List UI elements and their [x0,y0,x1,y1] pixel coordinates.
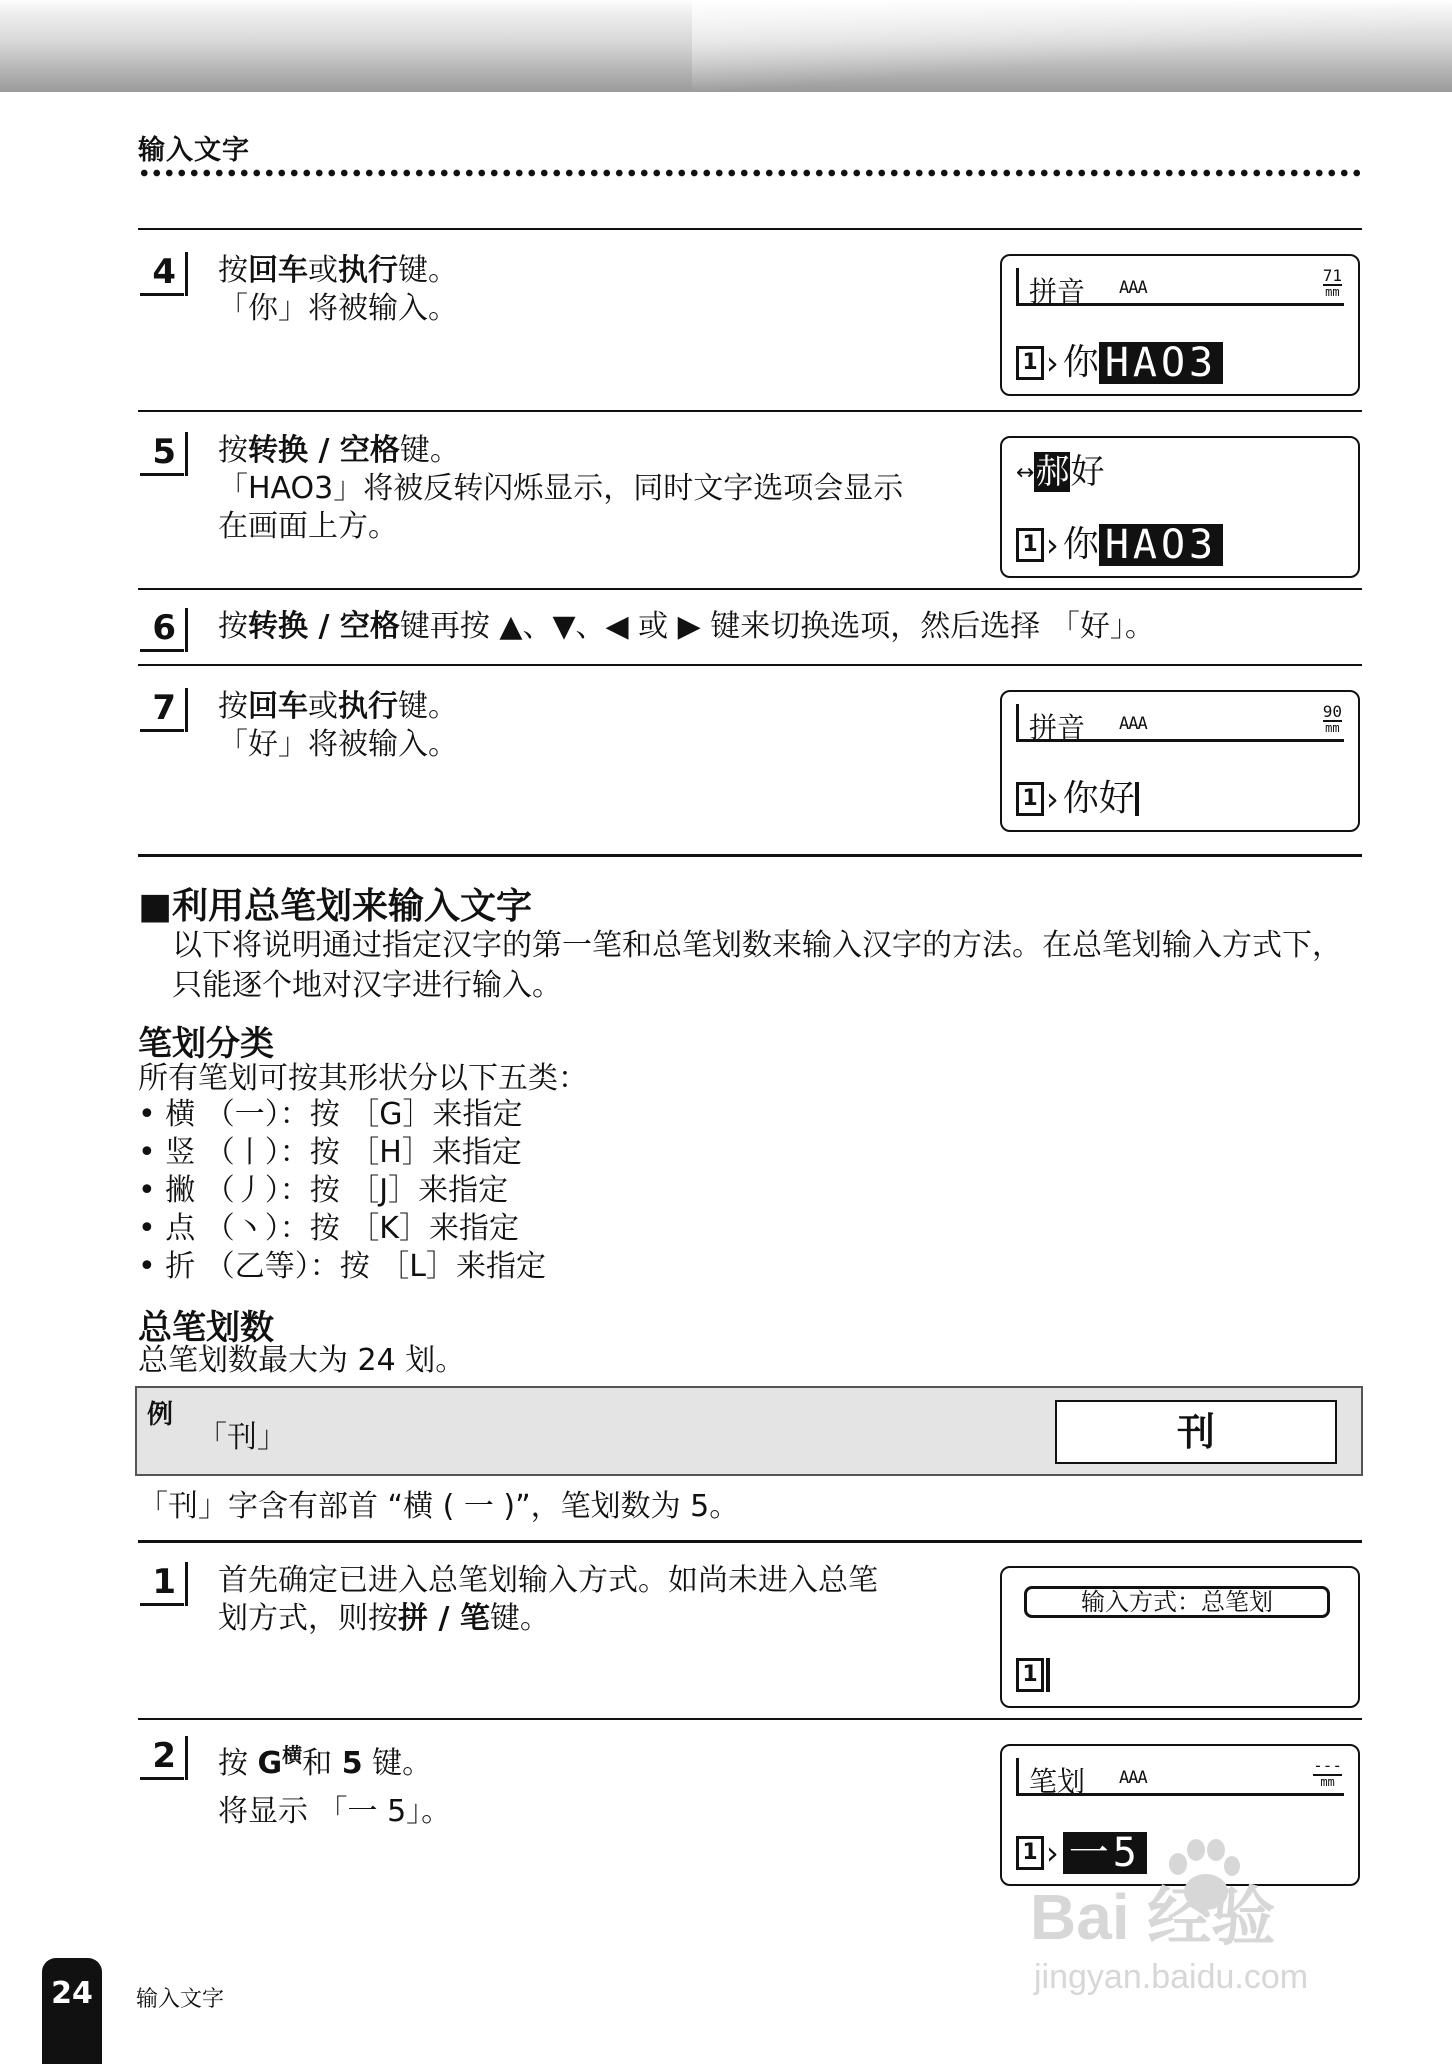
line-number-icon: 1 [1016,346,1044,380]
divider [138,410,1362,412]
line-number-icon: 1 [1016,1836,1044,1870]
list-item: • 折 （乙等）：按 ［L］来指定 [138,1248,546,1286]
divider [138,588,1362,590]
step-number: 4 [140,252,184,296]
lcd-display [1000,690,1360,832]
list-item: • 撇 （丿）：按 ［J］来指定 [138,1172,546,1210]
cursor-icon [1046,1658,1050,1692]
lcd-length: 71 mm [1322,266,1342,299]
divider [138,1718,1362,1720]
page-number-tab [42,1958,102,2064]
watermark-url: jingyan.baidu.com [1034,1958,1309,1996]
stroke-type-list [138,1096,546,1286]
lcd-inverted-text: HAO3 [1099,342,1223,384]
caret-icon: › [1046,780,1059,818]
footer-title: 输入文字 [136,1987,225,2012]
caret-icon: › [1046,526,1059,564]
section-divider [138,854,1362,857]
step-number: 6 [140,608,184,652]
divider [138,228,1362,230]
step-text: 按回车或执行键。 「好」将被输入。 [218,689,458,762]
lcd-text-line [1016,1652,1050,1696]
lcd-mode: 拼音 [1029,711,1086,744]
lcd-text-line: 1 › 你 HAO3 [1016,522,1223,566]
lcd-size: AAA [1119,714,1147,734]
lcd-text-line: 1 › 你好 [1016,776,1139,820]
watermark-brand: Bai 经验 [1030,1881,1276,1953]
example-box [135,1386,1363,1476]
lcd-size: AAA [1119,1768,1147,1788]
step-number: 7 [140,688,184,732]
left-right-arrow-icon: ↔ [1016,460,1035,486]
lcd-mode: 拼音 [1029,275,1086,308]
section-title: ■利用总笔划来输入文字 [138,886,533,927]
list-item: • 点 （丶）：按 ［K］来指定 [138,1210,546,1248]
page-header-title: 输入文字 [138,135,250,166]
divider [138,664,1362,666]
lcd-display [1000,1566,1360,1708]
lcd-display [1000,436,1360,578]
example-word: 「刊」 [197,1420,287,1455]
lcd-status-bar [1016,268,1344,306]
cursor-icon [1135,782,1139,816]
step-text: 按回车或执行键。 「你」将被输入。 [218,253,458,326]
lcd-inverted-text: HAO3 [1099,524,1223,566]
caret-icon: › [1046,1834,1059,1872]
step-text: 按转换 / 空格键。 「HAO3」将被反转闪烁显示，同时文字选项会显示 在画面上方。 [218,433,904,544]
step-number: 1 [140,1562,184,1606]
list-item: • 竖 （丨）：按 ［H］来指定 [138,1134,546,1172]
lcd-length: 90 mm [1322,702,1342,735]
lcd-candidates: ↔郝好 [1016,452,1105,492]
step-text: 按转换 / 空格键再按 ▲、▼、◀ 或 ▶ 键来切换选项，然后选择 「好」。 [218,609,1155,644]
caret-icon: › [1046,344,1059,382]
section-body: 以下将说明通过指定汉字的第一笔和总笔划数来输入汉字的方法。在总笔划输入方式下，只能逐个地对汉字进行输入。 [172,928,1342,1003]
step-number: 2 [140,1736,184,1780]
line-number-icon: 1 [1016,528,1044,562]
example-note: 「刊」字含有部首 “横 ( 一 )”，笔划数为 5。 [138,1489,740,1524]
paragraph: 总笔划数最大为 24 划。 [138,1343,466,1378]
top-gradient-band [0,0,1452,92]
subsection-title: 笔划分类 [138,1024,274,1064]
lcd-size: AAA [1119,278,1147,298]
dotted-divider [138,168,1360,178]
lcd-length: --- mm [1313,1756,1342,1789]
step-number: 5 [140,432,184,476]
lcd-mode-pill: 输入方式：总笔划 [1024,1586,1330,1618]
subsection-title: 总笔划数 [138,1308,274,1348]
lcd-text-line: 1 › 你 HAO3 [1016,340,1223,384]
page-number: 24 [51,1976,93,2011]
lcd-status-bar [1016,704,1344,742]
lcd-inverted-text: 一5 [1063,1832,1147,1874]
lcd-status-bar [1016,1758,1344,1796]
example-label: 例 [147,1400,174,1430]
step-text: 首先确定已进入总笔划输入方式。如尚未进入总笔 划方式，则按拼 / 笔键。 [218,1563,878,1636]
section-divider [138,1540,1362,1543]
paragraph: 所有笔划可按其形状分以下五类： [138,1061,588,1096]
lcd-mode: 笔划 [1029,1765,1086,1798]
line-number-icon: 1 [1016,1658,1044,1692]
line-number-icon: 1 [1016,782,1044,816]
list-item: • 横 （一）：按 ［G］来指定 [138,1096,546,1134]
lcd-display [1000,254,1360,396]
step-text: 按 $G^横$和 5 键。 将显示 「一 5」。 [218,1743,452,1829]
example-glyph: 刊 [1055,1400,1337,1464]
